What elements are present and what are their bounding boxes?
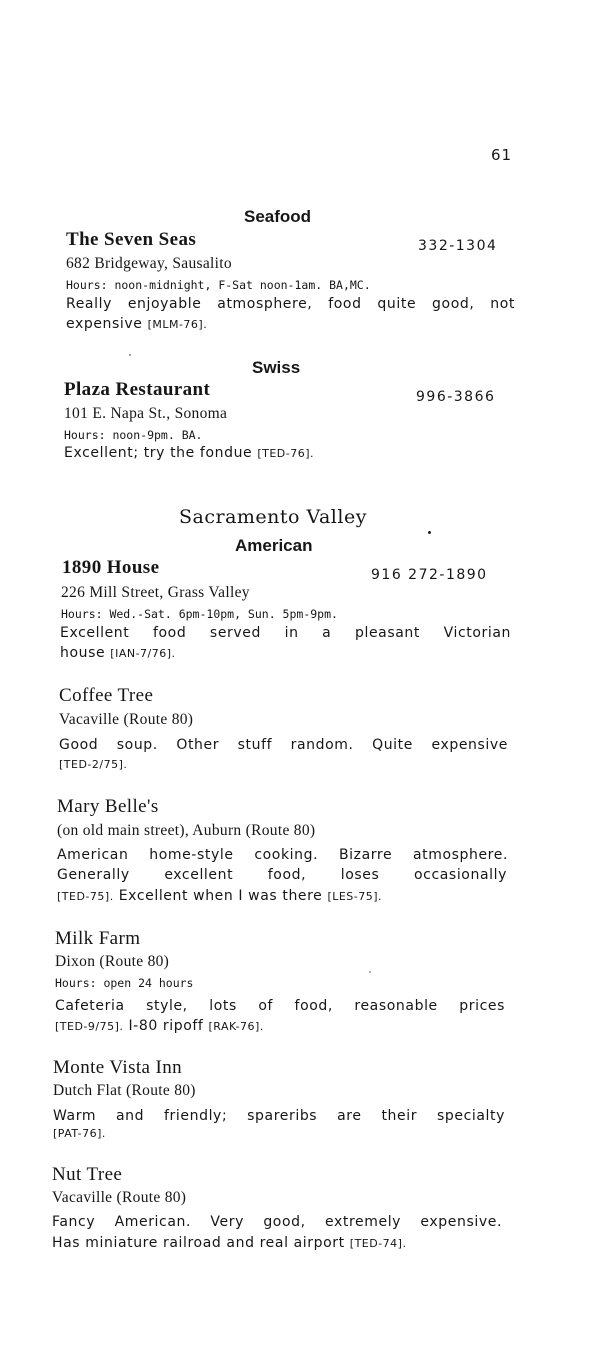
address: Vacaville (Route 80): [59, 711, 194, 728]
description: Really enjoyable atmosphere, food quite good, not: [66, 296, 515, 312]
address: Dixon (Route 80): [55, 953, 170, 970]
hours: Hours: noon-midnight, F-Sat noon-1am. BA,MC.: [66, 278, 371, 292]
hours: Hours: Wed.-Sat. 6pm-10pm, Sun. 5pm-9pm.: [61, 607, 338, 621]
region-heading: Sacramento Valley: [179, 506, 367, 528]
description: [64, 443, 314, 464]
description: Cafeteria style, lots of food, reasonable prices: [55, 998, 505, 1014]
description-text: Excellent; try the fondue: [64, 445, 258, 461]
reviewer-tag: [TED-9/75].: [55, 1020, 124, 1033]
category-heading-american: American: [235, 536, 313, 555]
category-heading-seafood: Seafood: [244, 207, 312, 226]
description: American home-style cooking. Bizarre atmosphere.: [57, 847, 508, 863]
reviewer-tag: [TED-75].: [57, 890, 114, 903]
description-text: expensive: [66, 316, 148, 332]
restaurant-name: Coffee Tree: [59, 685, 154, 706]
restaurant-name: Monte Vista Inn: [53, 1057, 183, 1078]
address: Dutch Flat (Route 80): [53, 1082, 196, 1099]
description-cont: [55, 1016, 264, 1037]
description: Excellent food served in a pleasant Victorian: [60, 625, 511, 641]
address: (on old main street), Auburn (Route 80): [57, 822, 316, 839]
reviewer-tag: [TED-2/75].: [59, 758, 128, 771]
description-cont: [57, 886, 382, 907]
restaurant-name: 1890 House: [62, 557, 160, 578]
address: 682 Bridgeway, Sausalito: [66, 255, 232, 272]
speck: [129, 354, 131, 356]
reviewer-tag: [IAN-7/76].: [110, 647, 176, 660]
description-text: house: [60, 645, 111, 661]
hours: Hours: noon-9pm. BA.: [64, 428, 203, 442]
speck: [369, 971, 371, 973]
description-text: I-80 ripoff: [123, 1018, 209, 1034]
description-cont: [60, 643, 176, 664]
restaurant-name: Nut Tree: [52, 1164, 123, 1185]
description-text: Has miniature railroad and real airport: [52, 1235, 350, 1251]
description-cont: [52, 1233, 406, 1254]
restaurant-name: Milk Farm: [55, 928, 141, 949]
address: Vacaville (Route 80): [52, 1189, 187, 1206]
reviewer-tag: [MLM-76].: [147, 318, 208, 331]
description: Fancy American. Very good, extremely expensive.: [52, 1214, 502, 1230]
reviewer-tag: [TED-74].: [349, 1237, 407, 1250]
phone-number: 996-3866: [416, 389, 496, 405]
description-cont: [66, 314, 207, 335]
reviewer-tag: [TED-76].: [257, 447, 315, 460]
reviewer-tag: [RAK-76].: [208, 1020, 264, 1033]
reviewer-tag: [PAT-76].: [53, 1127, 106, 1140]
address: 226 Mill Street, Grass Valley: [61, 584, 250, 601]
description: Warm and friendly; spareribs are their specialty: [53, 1108, 505, 1124]
category-heading-swiss: Swiss: [252, 358, 301, 377]
restaurant-name: Mary Belle's: [57, 796, 159, 817]
page-number: 61: [491, 146, 513, 164]
phone-number: 332-1304: [418, 238, 498, 254]
description-text: Excellent when I was there: [113, 888, 328, 904]
hours: Hours: open 24 hours: [55, 976, 194, 990]
speck: [428, 531, 431, 534]
restaurant-name: The Seven Seas: [66, 229, 197, 250]
address: 101 E. Napa St., Sonoma: [64, 405, 228, 422]
phone-number: 916 272-1890: [371, 567, 488, 583]
description: Good soup. Other stuff random. Quite expensive: [59, 737, 508, 753]
restaurant-name: Plaza Restaurant: [64, 379, 211, 400]
reviewer-tag: [LES-75].: [327, 890, 383, 903]
description: Generally excellent food, loses occasionally: [57, 867, 507, 883]
